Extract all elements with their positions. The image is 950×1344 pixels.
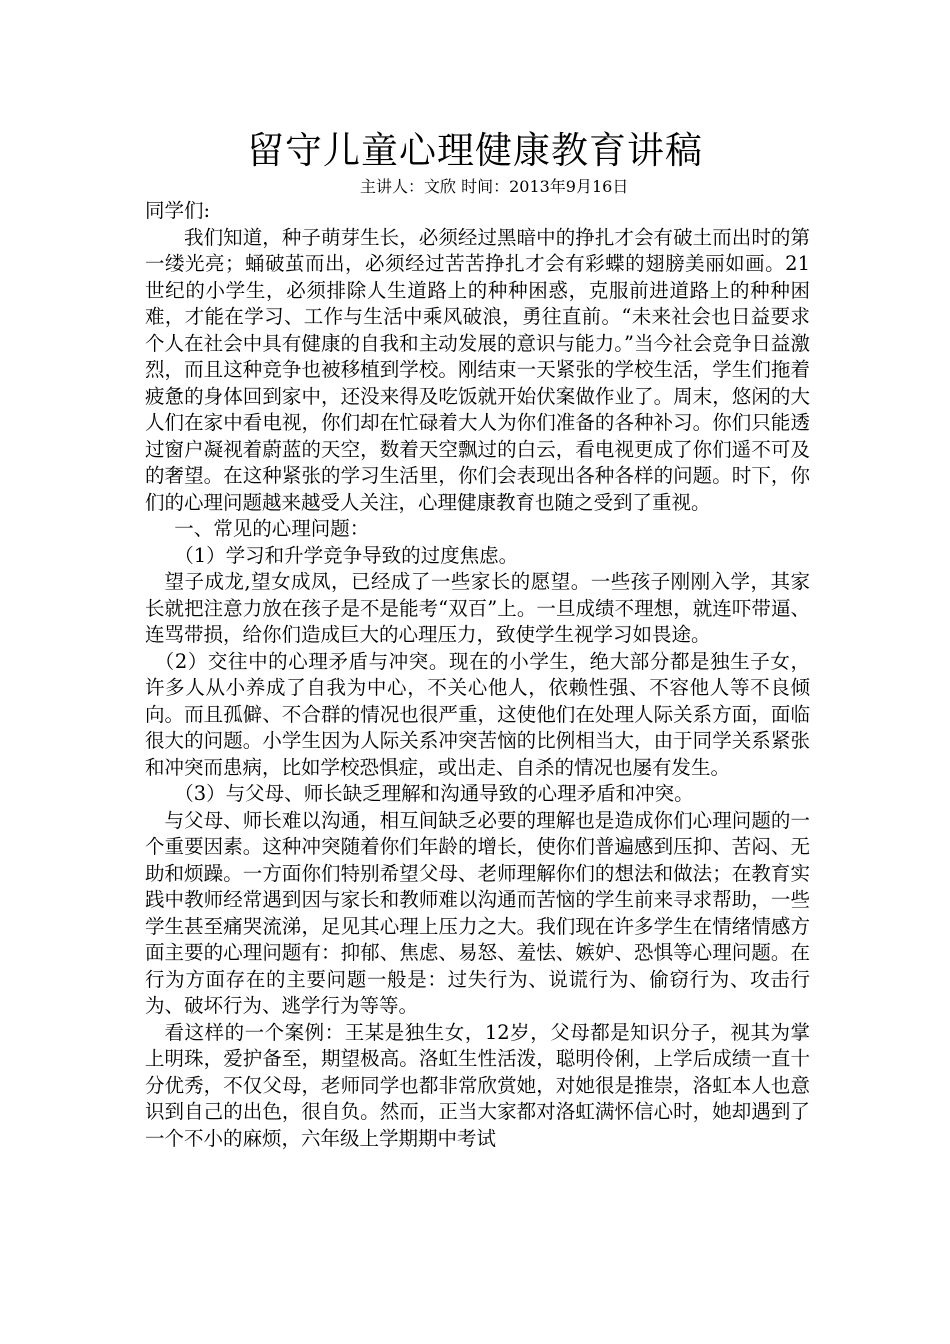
section-heading: 一、常见的心理问题：: [174, 517, 370, 540]
paragraph-anxiety: 望子成龙,望女成凤，已经成了一些家长的愿望。一些孩子刚刚入学，其家长就把注意力放在孩子是不是能考“双百”上。一旦成绩不理想，就连吓带逼、连骂带损，给你们造成巨大的心理压力，致使学生视学习如畏途。: [145, 570, 810, 646]
document-body: [145, 198, 810, 1152]
speaker-byline: 主讲人：文欣 时间：2013年9月16日: [360, 177, 629, 196]
subheading-communication: （3）与父母、师长缺乏理解和沟通导致的心理矛盾和冲突。: [174, 782, 694, 805]
paragraph-social-conflict: （2）交往中的心理矛盾与冲突。现在的小学生，绝大部分都是独生子女，许多人从小养成了自我为中心，不关心他人，依赖性强、不容他人等不良倾向。而且孤僻、不合群的情况也很严重，这使他们在处理人际关系方面，面临很大的问题。小学生因为人际关系冲突苦恼的比例相当大，由于同学关系紧张和冲突而患病，比如学校恐惧症，或出走、自杀的情况也屡有发生。: [145, 649, 810, 779]
intro-paragraph: 我们知道，种子萌芽生长，必须经过黑暗中的挣扎才会有破土而出时的第一缕光亮；蛹破茧而出，必须经过苦苦挣扎才会有彩蝶的翅膀美丽如画。21世纪的小学生，必须排除人生道路上的种种困惑，克服前进道路上的种种困难，才能在学习、工作与生活中乘风破浪，勇往直前。“未来社会也日益要求个人在社会中具有健康的自我和主动发展的意识与能力。”当今社会竞争日益激烈，而且这种竞争也被移植到学校。刚结束一天紧张的学校生活，学生们拖着疲惫的身体回到家中，还没来得及吃饭就开始伏案做作业了。周末，悠闲的大人们在家中看电视，你们却在忙碌着大人为你们准备的各种补习。你们只能透过窗户凝视着蔚蓝的天空，数着天空飘过的白云，看电视更成了你们遥不可及的奢望。在这种紧张的学习生活里，你们会表现出各种各样的问题。时下，你们的心理问题越来越受人关注，心理健康教育也随之受到了重视。: [145, 225, 810, 514]
paragraph-communication: 与父母、师长难以沟通，相互间缺乏必要的理解也是造成你们心理问题的一个重要因素。这种冲突随着你们年龄的增长，使你们普遍感到压抑、苦闷、无助和烦躁。一方面你们特别希望父母、老师理解你们的想法和做法；在教育实践中教师经常遇到因与家长和教师难以沟通而苦恼的学生前来寻求帮助，一些学生甚至痛哭流涕，足见其心理上压力之大。我们现在许多学生在情绪情感方面主要的心理问题有：抑郁、焦虑、易怒、羞怯、嫉妒、恐惧等心理问题。在行为方面存在的主要问题一般是：过失行为、说谎行为、偷窃行为、攻击行为、破坏行为、逃学行为等等。: [145, 808, 810, 1017]
subheading-anxiety: （1）学习和升学竞争导致的过度焦虑。: [174, 543, 519, 567]
document-title: 留守儿童心理健康教育讲稿: [247, 129, 703, 172]
greeting: 同学们:: [145, 199, 211, 222]
paragraph-case-study: 看这样的一个案例：王某是独生女，12岁，父母都是知识分子，视其为掌上明珠，爱护备至，期望极高。洛虹生性活泼，聪明伶俐，上学后成绩一直十分优秀，不仅父母，老师同学也都非常欣赏她，对她很是推崇，洛虹本人也意识到自己的出色，很自负。然而，正当大家都对洛虹满怀信心时，她却遇到了一个不小的麻烦，六年级上学期期中考试: [145, 1020, 810, 1150]
